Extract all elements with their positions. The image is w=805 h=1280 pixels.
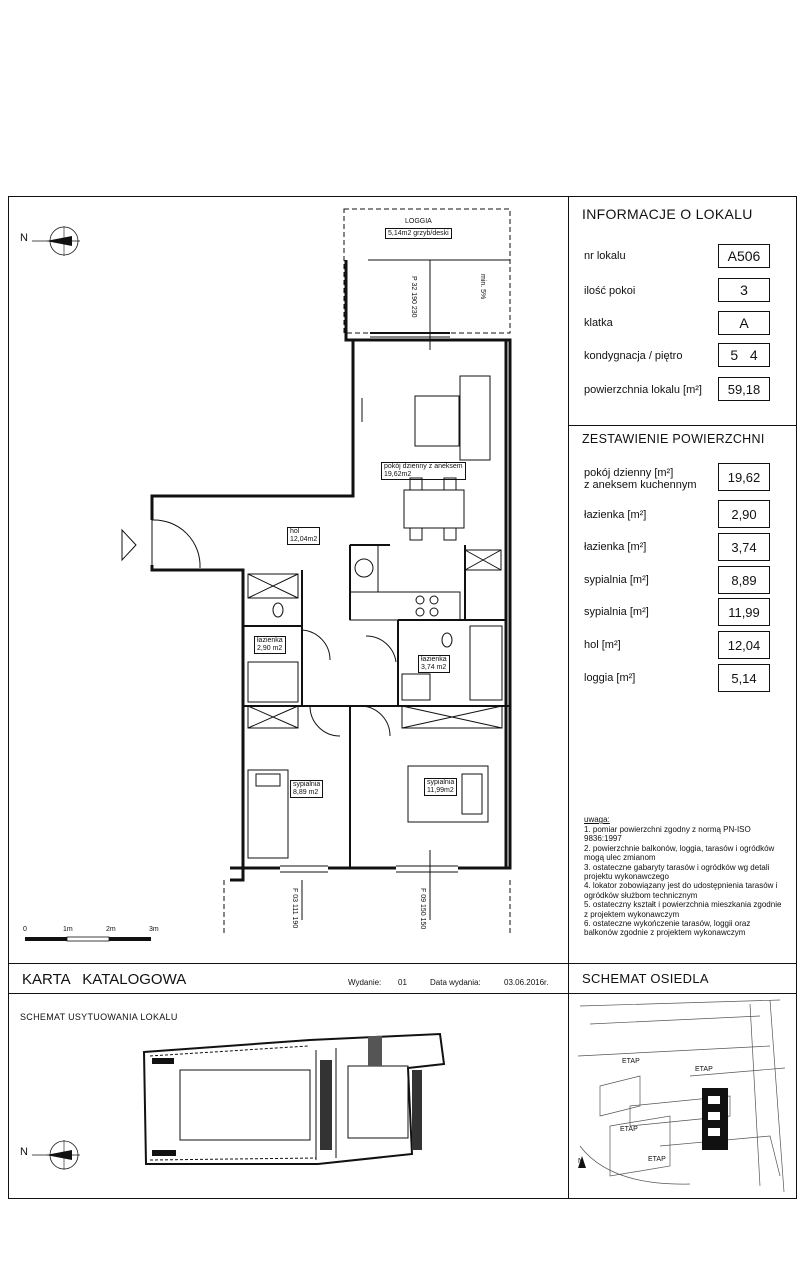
info-value-nr: A506 — [718, 244, 770, 268]
etap-label-3: ETAP — [620, 1126, 638, 1133]
window-br-label: F 09 150 150 — [419, 888, 426, 930]
divider-info — [568, 425, 797, 426]
surface-value-living: 19,62 — [718, 463, 770, 491]
edition-label: Wydanie: — [348, 978, 382, 987]
date-value: 03.06.2016r. — [504, 978, 549, 987]
window-bl-label: F 03 111 190 — [291, 888, 298, 929]
surface-label-living-2: z aneksem kuchennym — [584, 479, 697, 491]
etap-label-2: ETAP — [695, 1066, 713, 1073]
hall-tag — [287, 527, 320, 545]
bed1-area: 8,89 m2 — [293, 789, 319, 796]
info-label-floor: kondygnacja / piętro — [584, 350, 683, 362]
scale-label-2: 2m — [106, 926, 116, 933]
loggia-area: 5,14m2 grzyb/deski — [385, 228, 452, 239]
bath1-area: 2,90 m2 — [257, 645, 283, 652]
card-title: KARTA KATALOGOWA — [22, 971, 187, 988]
edition-value: 01 — [398, 978, 407, 987]
estate-title: SCHEMAT OSIEDLA — [582, 971, 709, 986]
notes-list — [584, 825, 782, 938]
divider-estate-header — [568, 993, 797, 994]
bath2-area: 3,74 m2 — [421, 664, 447, 671]
surface-value-bath2: 3,74 — [718, 533, 770, 561]
info-label-stair: klatka — [584, 317, 613, 329]
surface-value-hall: 12,04 — [718, 631, 770, 659]
bath2-label: łazienka — [421, 656, 447, 663]
living-room-area: 19,62m2 — [384, 471, 412, 478]
surface-value-bed1: 8,89 — [718, 566, 770, 594]
surface-label-bath1: łazienka [m²] — [584, 509, 647, 521]
divider-card-header — [8, 993, 568, 994]
estate-map — [570, 996, 794, 1194]
bed1-label: sypialnia — [293, 781, 321, 788]
surface-value-bed2: 11,99 — [718, 598, 770, 626]
date-label: Data wydania: — [430, 978, 481, 987]
living-room-label: pokój dzienny z aneksem — [384, 463, 463, 470]
etap-label-4: ETAP — [648, 1156, 666, 1163]
surface-label-bed2: sypialnia [m²] — [584, 606, 649, 618]
compass-bottom-label: N — [20, 1146, 28, 1158]
info-label-rooms: ilość pokoi — [584, 285, 636, 297]
bed2-label: sypialnia — [427, 779, 455, 786]
floor-plan — [10, 200, 566, 940]
info-label-nr: nr lokalu — [584, 250, 626, 262]
note-item: 4. lokator zobowiązany jest do udostępnienia tarasów i ogródków służbom technicznym — [584, 881, 778, 900]
scale-label-0: 0 — [23, 926, 27, 933]
slope-label: min. 5% — [479, 274, 486, 300]
living-room-tag — [381, 462, 466, 480]
info-value-floor: 5 4 — [718, 343, 770, 367]
note-item: 6. ostateczne wykończenie tarasów, loggii oraz balkonów zgodnie z projektem wykonawczym — [584, 919, 751, 938]
note-item: 1. pomiar powierzchni zgodny z normą PN-ISO 9836:1997 — [584, 825, 751, 844]
bath1-tag — [254, 636, 286, 654]
notes-title: uwaga: — [584, 815, 610, 824]
scale-label-3: 3m — [149, 926, 159, 933]
bath1-label: łazienka — [257, 637, 283, 644]
building-schema — [140, 1030, 460, 1170]
estate-compass-label: N — [578, 1158, 584, 1165]
bed2-tag — [424, 778, 457, 796]
schema-title: SCHEMAT USYTUOWANIA LOKALU — [20, 1012, 178, 1022]
note-item: 3. ostateczne gabaryty tarasów i ogródków wg detali projektu wykonawczego — [584, 862, 770, 882]
note-item: 2. powierzchnie balkonów, loggia, tarasów i ogródków mogą ulec zmianom — [584, 843, 775, 863]
bed1-tag — [290, 780, 323, 798]
scale-label-1: 1m — [63, 926, 73, 933]
info-title: INFORMACJE O LOKALU — [582, 206, 753, 222]
info-value-rooms: 3 — [718, 278, 770, 302]
surface-label-living: pokój dzienny [m²] — [584, 467, 674, 479]
bath2-tag — [418, 655, 450, 673]
info-label-area: powierzchnia lokalu [m²] — [584, 384, 702, 396]
divider-footer — [8, 963, 797, 964]
bed2-area: 11,99m2 — [427, 787, 454, 794]
loggia-label: LOGGIA — [405, 218, 432, 225]
surface-value-loggia: 5,14 — [718, 664, 770, 692]
compass-label: N — [20, 232, 28, 244]
divider-vertical — [568, 196, 569, 1199]
etap-label-1: ETAP — [622, 1058, 640, 1065]
surface-label-bath2: łazienka [m²] — [584, 541, 647, 553]
surfaces-title: ZESTAWIENIE POWIERZCHNI — [582, 432, 765, 446]
info-value-stair: A — [718, 311, 770, 335]
window-top-label: P 32 190 230 — [410, 276, 417, 318]
hall-area: 12,04m2 — [290, 536, 318, 543]
surface-value-bath1: 2,90 — [718, 500, 770, 528]
surface-label-hall: hol [m²] — [584, 639, 621, 651]
info-value-area: 59,18 — [718, 377, 770, 401]
hall-label: hol — [290, 528, 300, 535]
note-item: 5. ostateczny kształt i powierzchnia mieszkania zgodnie z projektem wykonawczym — [584, 900, 782, 919]
surface-label-loggia: loggia [m²] — [584, 672, 636, 684]
scale-bar — [22, 934, 172, 944]
surface-label-bed1: sypialnia [m²] — [584, 574, 649, 586]
